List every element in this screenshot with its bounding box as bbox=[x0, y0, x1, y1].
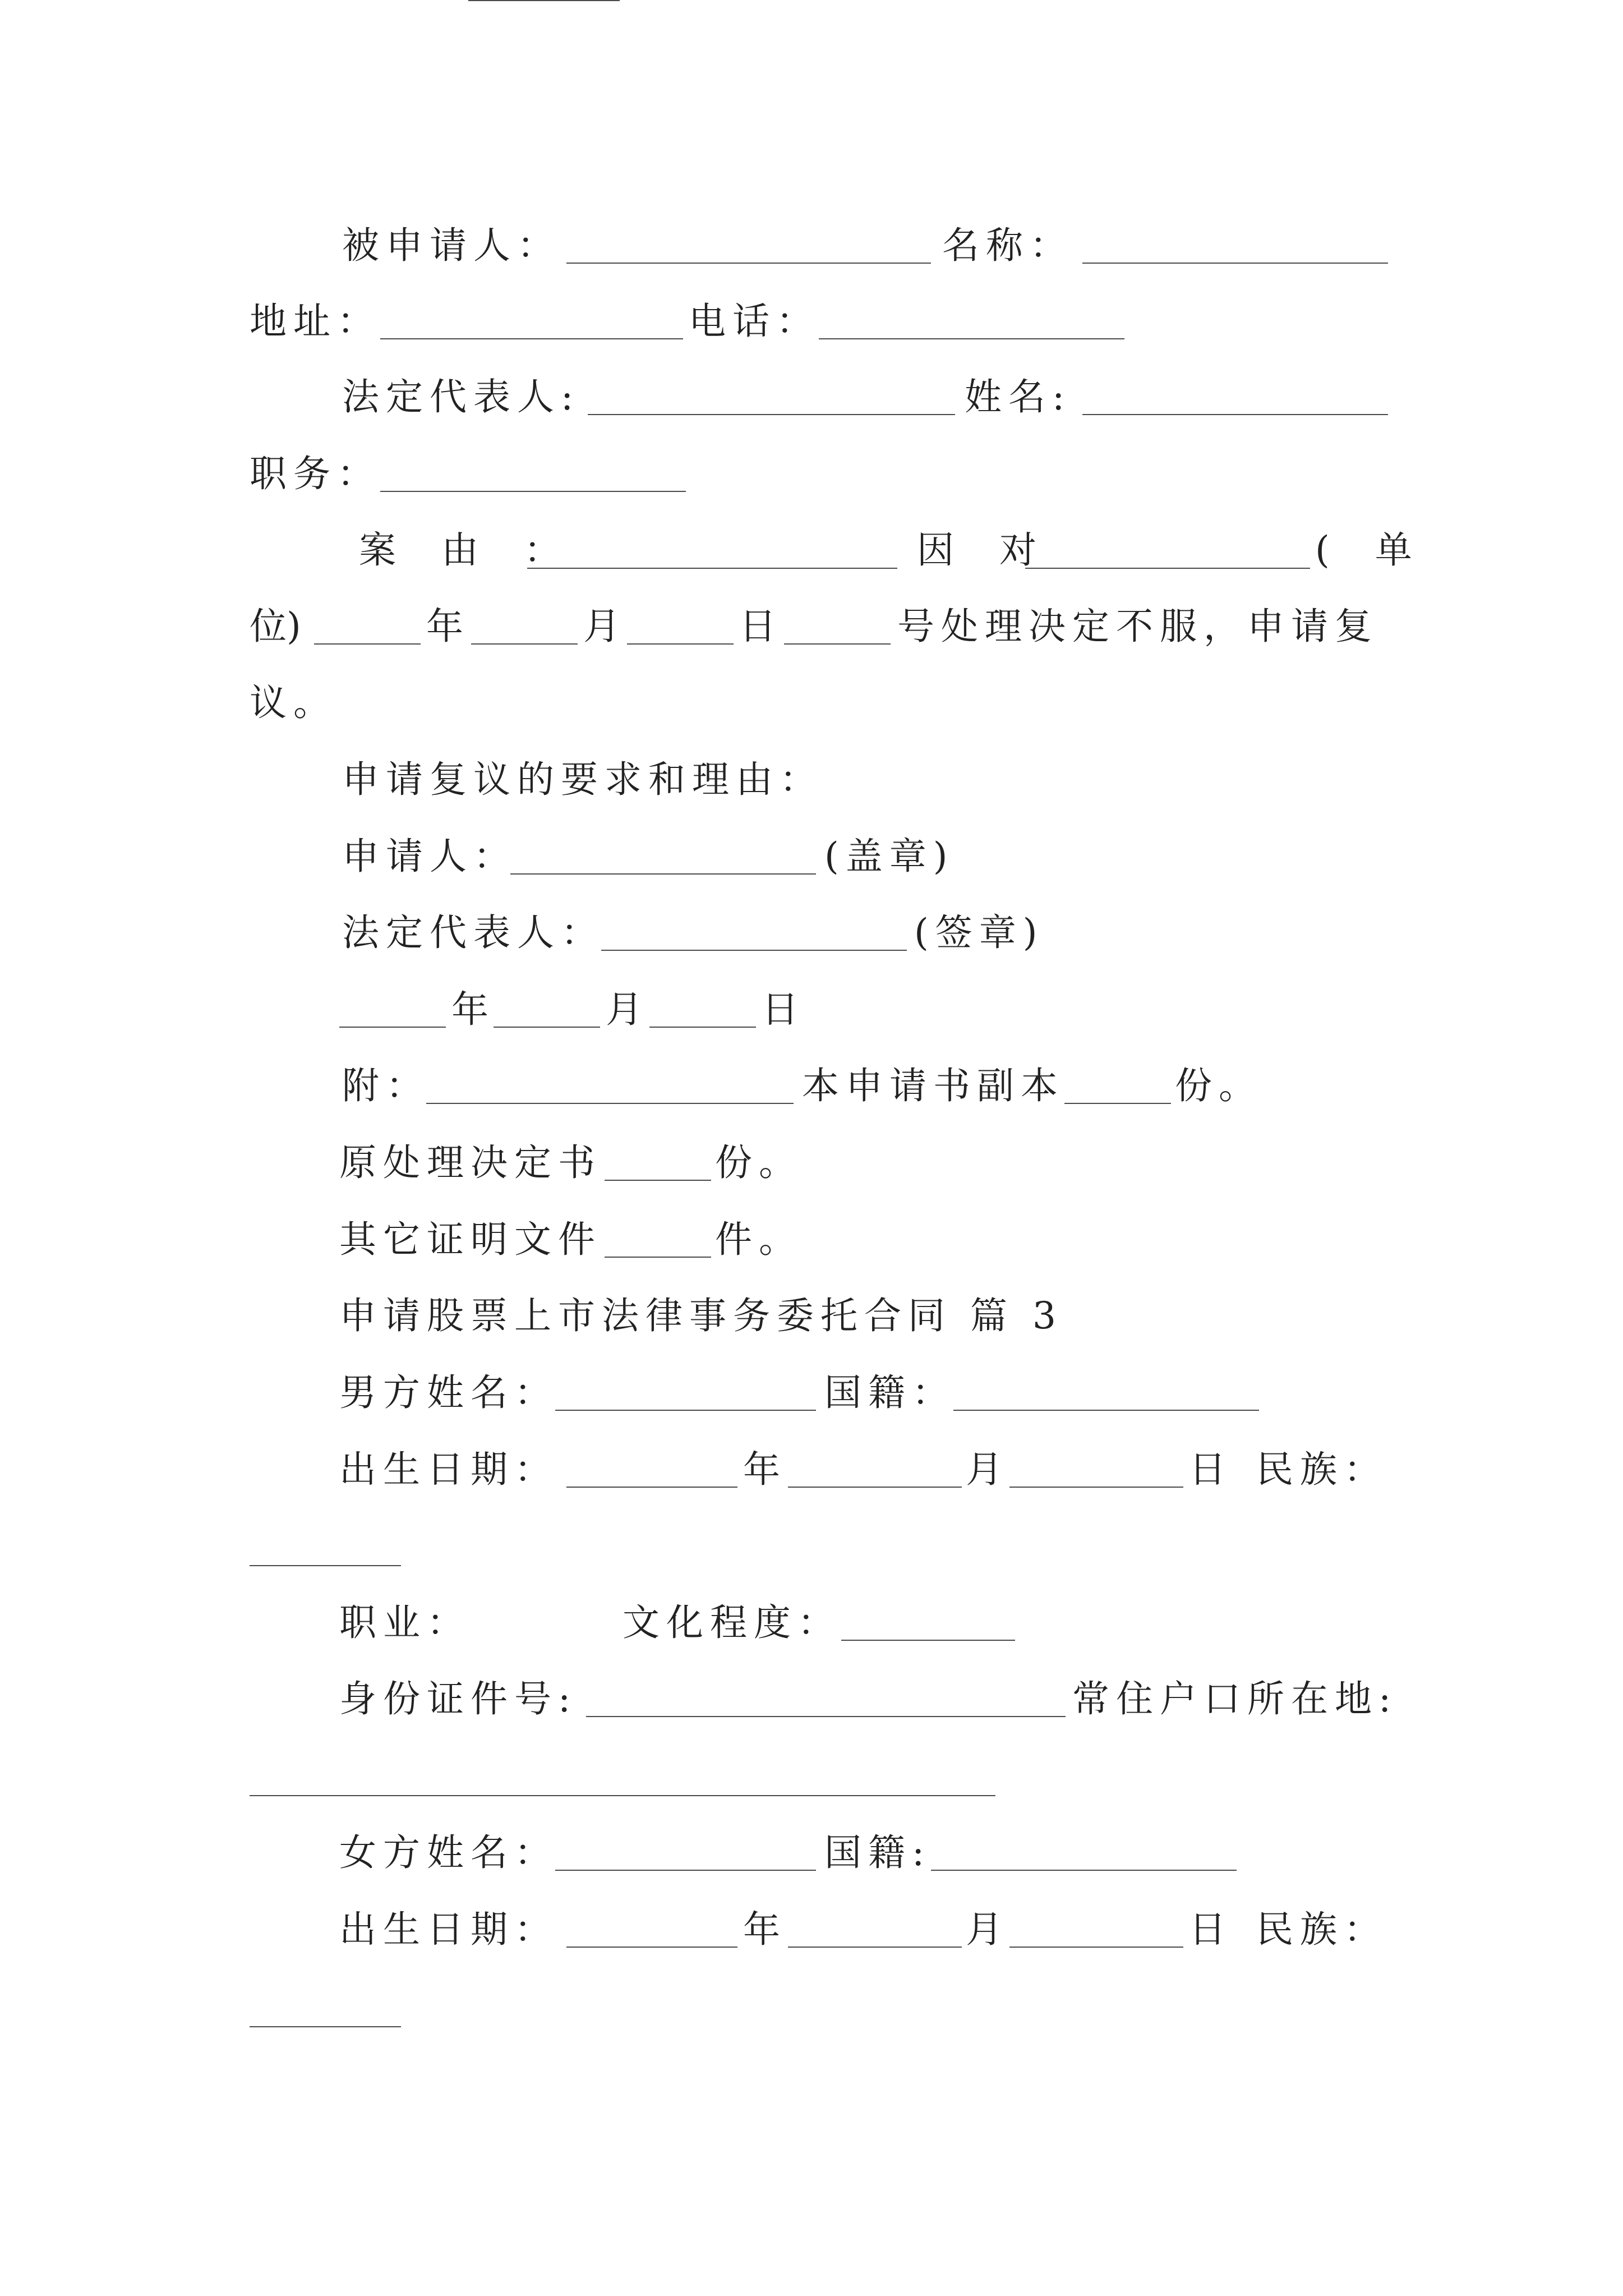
person-name-blank bbox=[1082, 414, 1388, 415]
attach-label: 附： bbox=[342, 1064, 430, 1107]
male-nationality-label: 国籍： bbox=[824, 1371, 956, 1414]
occupation-blank bbox=[468, 0, 620, 1]
female-birth-day-blank bbox=[1009, 1947, 1183, 1948]
education-label: 文化程度： bbox=[623, 1601, 841, 1644]
id-number-blank bbox=[586, 1716, 1066, 1717]
male-ethnicity-label: 民族： bbox=[1256, 1448, 1387, 1491]
unit-open: ( 单 bbox=[1315, 528, 1429, 572]
female-name-blank bbox=[555, 1870, 816, 1871]
male-birth-day-label: 日 bbox=[1189, 1448, 1226, 1491]
case-cause-blank bbox=[527, 568, 897, 569]
decision-text: 号处理决定不服，申请复 bbox=[897, 605, 1378, 648]
day-blank-1 bbox=[627, 643, 734, 645]
day-label-1: 日 bbox=[739, 605, 776, 648]
female-name-label: 女方姓名： bbox=[339, 1831, 558, 1874]
name-label: 名称： bbox=[942, 224, 1073, 267]
number-blank bbox=[784, 643, 891, 645]
attach-blank bbox=[426, 1103, 794, 1104]
yi-text: 议。 bbox=[250, 681, 337, 724]
requests-heading: 申请复议的要求和理由： bbox=[342, 758, 823, 801]
respondent-label: 被申请人： bbox=[342, 224, 561, 267]
female-nationality-label: 国籍: bbox=[824, 1831, 932, 1874]
male-nationality-blank bbox=[953, 1410, 1259, 1411]
fen-text-2: 份。 bbox=[715, 1141, 803, 1184]
legal-rep-label: 法定代表人: bbox=[342, 375, 580, 418]
legal-rep-blank bbox=[588, 414, 955, 415]
original-decision-blank bbox=[605, 1180, 711, 1181]
year-blank-1 bbox=[314, 643, 421, 645]
phone-label: 电话： bbox=[689, 300, 820, 343]
year-label-2: 年 bbox=[451, 988, 488, 1031]
fen-text-1: 份。 bbox=[1175, 1064, 1262, 1107]
female-nationality-blank bbox=[931, 1870, 1237, 1871]
applicant-blank bbox=[510, 873, 816, 875]
male-birth-month-blank bbox=[788, 1487, 962, 1488]
year-blank-2 bbox=[339, 1027, 446, 1028]
person-name-label: 姓名: bbox=[965, 375, 1072, 418]
female-ethnicity-label: 民族： bbox=[1256, 1908, 1387, 1951]
month-blank-2 bbox=[494, 1027, 600, 1028]
copies-text: 本申请书副本 bbox=[802, 1064, 1064, 1107]
male-birth-label: 出生日期： bbox=[339, 1448, 558, 1491]
phone-blank bbox=[819, 338, 1124, 339]
unit-blank bbox=[1025, 568, 1310, 569]
month-label-1: 月 bbox=[583, 605, 620, 648]
female-birth-month-label: 月 bbox=[966, 1908, 1003, 1951]
education-blank bbox=[841, 1640, 1015, 1641]
original-decision-text: 原处理决定书 bbox=[339, 1141, 602, 1184]
female-birth-month-blank bbox=[788, 1947, 962, 1948]
address-blank bbox=[380, 338, 683, 339]
male-birth-day-blank bbox=[1009, 1487, 1183, 1488]
id-number-label: 身份证件号: bbox=[339, 1677, 578, 1720]
respondent-blank bbox=[566, 263, 931, 264]
male-birth-year-blank bbox=[566, 1487, 737, 1488]
residence-blank bbox=[250, 1795, 995, 1796]
residence-label: 常住户口所在地: bbox=[1072, 1677, 1398, 1720]
month-label-2: 月 bbox=[606, 988, 643, 1031]
legal-rep2-blank bbox=[601, 950, 907, 951]
other-docs-text: 其它证明文件 bbox=[339, 1218, 602, 1261]
female-ethnicity-blank bbox=[250, 2026, 401, 2027]
day-blank-2 bbox=[649, 1027, 756, 1028]
sign-text: (签章) bbox=[914, 911, 1044, 954]
male-birth-year-label: 年 bbox=[743, 1448, 780, 1491]
male-name-label: 男方姓名： bbox=[339, 1371, 558, 1414]
male-ethnicity-blank bbox=[250, 1565, 401, 1566]
male-name-blank bbox=[555, 1410, 816, 1411]
day-label-2: 日 bbox=[762, 988, 799, 1031]
case-cause-label: 案 由 ： bbox=[359, 528, 578, 572]
female-birth-year-blank bbox=[566, 1947, 737, 1948]
occupation-label: 职业： bbox=[339, 1601, 471, 1644]
copies-blank bbox=[1064, 1103, 1171, 1104]
year-label-1: 年 bbox=[426, 605, 463, 648]
female-birth-day-label: 日 bbox=[1189, 1908, 1226, 1951]
male-birth-month-label: 月 bbox=[966, 1448, 1003, 1491]
female-birth-year-label: 年 bbox=[743, 1908, 780, 1951]
seal-text: (盖章) bbox=[824, 835, 955, 878]
applicant-label: 申请人： bbox=[342, 835, 517, 878]
female-birth-label: 出生日期： bbox=[339, 1908, 558, 1951]
name-blank bbox=[1082, 263, 1388, 264]
position-label: 职务： bbox=[250, 452, 381, 495]
contract-title: 申请股票上市法律事务委托合同 篇 3 bbox=[339, 1294, 1063, 1337]
month-blank-1 bbox=[471, 643, 578, 645]
other-docs-blank bbox=[605, 1257, 711, 1258]
because-of-label: 因 对 bbox=[917, 528, 1053, 572]
unit-close: 位) bbox=[250, 605, 301, 648]
address-label: 地址： bbox=[250, 300, 381, 343]
jian-text: 件。 bbox=[715, 1218, 803, 1261]
legal-rep2-label: 法定代表人： bbox=[342, 911, 605, 954]
position-blank bbox=[380, 491, 686, 492]
